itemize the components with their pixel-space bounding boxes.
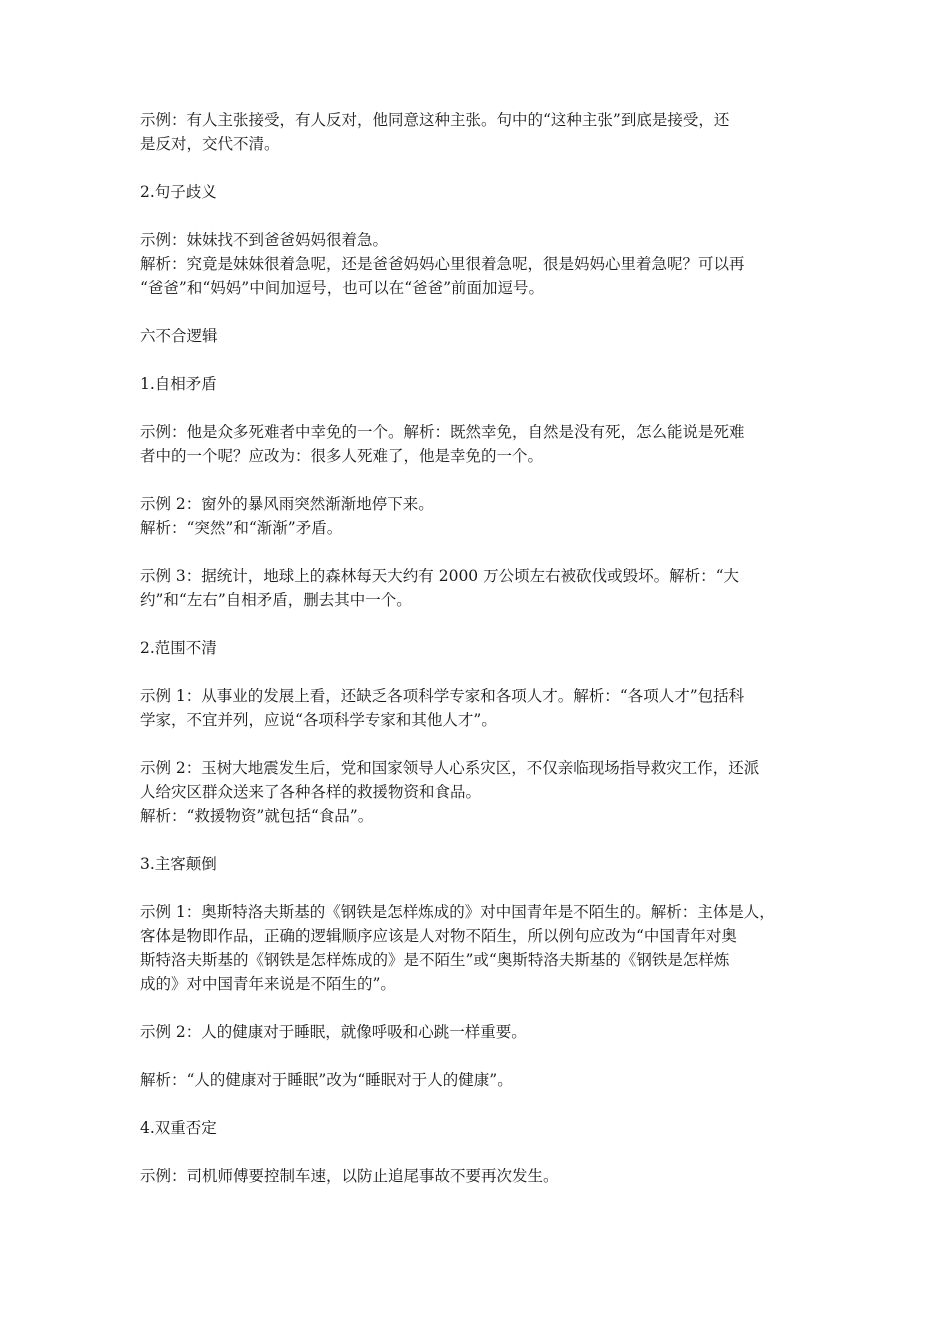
heading-text: 六不合逻辑 bbox=[140, 327, 218, 345]
section-heading bbox=[140, 636, 830, 660]
section-heading bbox=[140, 852, 830, 876]
text-line: 示例 2：玉树大地震发生后，党和国家领导人心系灾区，不仅亲临现场指导救灾工作，还派 bbox=[140, 759, 760, 777]
example-paragraph bbox=[140, 228, 830, 300]
text-line: 示例 1：从事业的发展上看，还缺乏各项科学专家和各项人才。解析：“各项人才”包括科 bbox=[140, 687, 745, 705]
example-paragraph bbox=[140, 564, 830, 612]
text-line: 示例：司机师傅要控制车速，以防止追尾事故不要再次发生。 bbox=[140, 1167, 559, 1185]
text-line: 是反对，交代不清。 bbox=[140, 135, 280, 153]
text-line: 解析：“突然”和“渐渐”矛盾。 bbox=[140, 519, 343, 537]
heading-text: 4.双重否定 bbox=[140, 1119, 217, 1137]
text-line: 者中的一个呢？应改为：很多人死难了，他是幸免的一个。 bbox=[140, 447, 544, 465]
text-line: 解析：“救援物资”就包括“食品”。 bbox=[140, 807, 374, 825]
analysis-paragraph bbox=[140, 1068, 830, 1092]
example-paragraph bbox=[140, 1164, 830, 1188]
example-paragraph bbox=[140, 108, 830, 156]
text-line: 学家，不宜并列，应说“各项科学专家和其他人才”。 bbox=[140, 711, 497, 729]
heading-text: 3.主客颠倒 bbox=[140, 855, 217, 873]
text-line: 约”和“左右”自相矛盾，删去其中一个。 bbox=[140, 591, 412, 609]
chapter-heading bbox=[140, 324, 830, 348]
example-paragraph bbox=[140, 756, 830, 828]
text-line: 示例：有人主张接受，有人反对，他同意这种主张。句中的“这种主张”到底是接受，还 bbox=[140, 111, 730, 129]
text-line: 示例 2：人的健康对于睡眠，就像呼吸和心跳一样重要。 bbox=[140, 1023, 527, 1041]
section-heading bbox=[140, 372, 830, 396]
text-line: 示例 3：据统计，地球上的森林每天大约有 2000 万公顷左右被砍伐或毁坏。解析：“大 bbox=[140, 567, 740, 585]
example-paragraph bbox=[140, 420, 830, 468]
example-paragraph bbox=[140, 1020, 830, 1044]
text-line: 示例 1：奥斯特洛夫斯基的《钢铁是怎样炼成的》对中国青年是不陌生的。解析：主体是人， bbox=[140, 903, 775, 921]
text-line: 斯特洛夫斯基的《钢铁是怎样炼成的》是不陌生”或“奥斯特洛夫斯基的《钢铁是怎样炼 bbox=[140, 951, 730, 969]
heading-text: 2.范围不清 bbox=[140, 639, 217, 657]
text-line: 解析：究竟是妹妹很着急呢，还是爸爸妈妈心里很着急呢，很是妈妈心里着急呢？可以再 bbox=[140, 255, 745, 273]
text-line: 成的》对中国青年来说是不陌生的”。 bbox=[140, 975, 396, 993]
text-line: 客体是物即作品，正确的逻辑顺序应该是人对物不陌生，所以例句应改为“中国青年对奥 bbox=[140, 927, 737, 945]
text-line: 示例：妹妹找不到爸爸妈妈很着急。 bbox=[140, 231, 389, 249]
document-body bbox=[140, 108, 830, 1212]
example-paragraph bbox=[140, 492, 830, 540]
text-line: 示例：他是众多死难者中幸免的一个。解析：既然幸免，自然是没有死，怎么能说是死难 bbox=[140, 423, 745, 441]
heading-text: 2.句子歧义 bbox=[140, 183, 217, 201]
example-paragraph bbox=[140, 684, 830, 732]
text-line: 解析：“人的健康对于睡眠”改为“睡眠对于人的健康”。 bbox=[140, 1071, 513, 1089]
text-line: “爸爸”和“妈妈”中间加逗号，也可以在“爸爸”前面加逗号。 bbox=[140, 279, 545, 297]
example-paragraph bbox=[140, 900, 830, 996]
text-line: 示例 2：窗外的暴风雨突然渐渐地停下来。 bbox=[140, 495, 434, 513]
section-heading bbox=[140, 1116, 830, 1140]
section-heading bbox=[140, 180, 830, 204]
heading-text: 1.自相矛盾 bbox=[140, 375, 217, 393]
text-line: 人给灾区群众送来了各种各样的救援物资和食品。 bbox=[140, 783, 482, 801]
